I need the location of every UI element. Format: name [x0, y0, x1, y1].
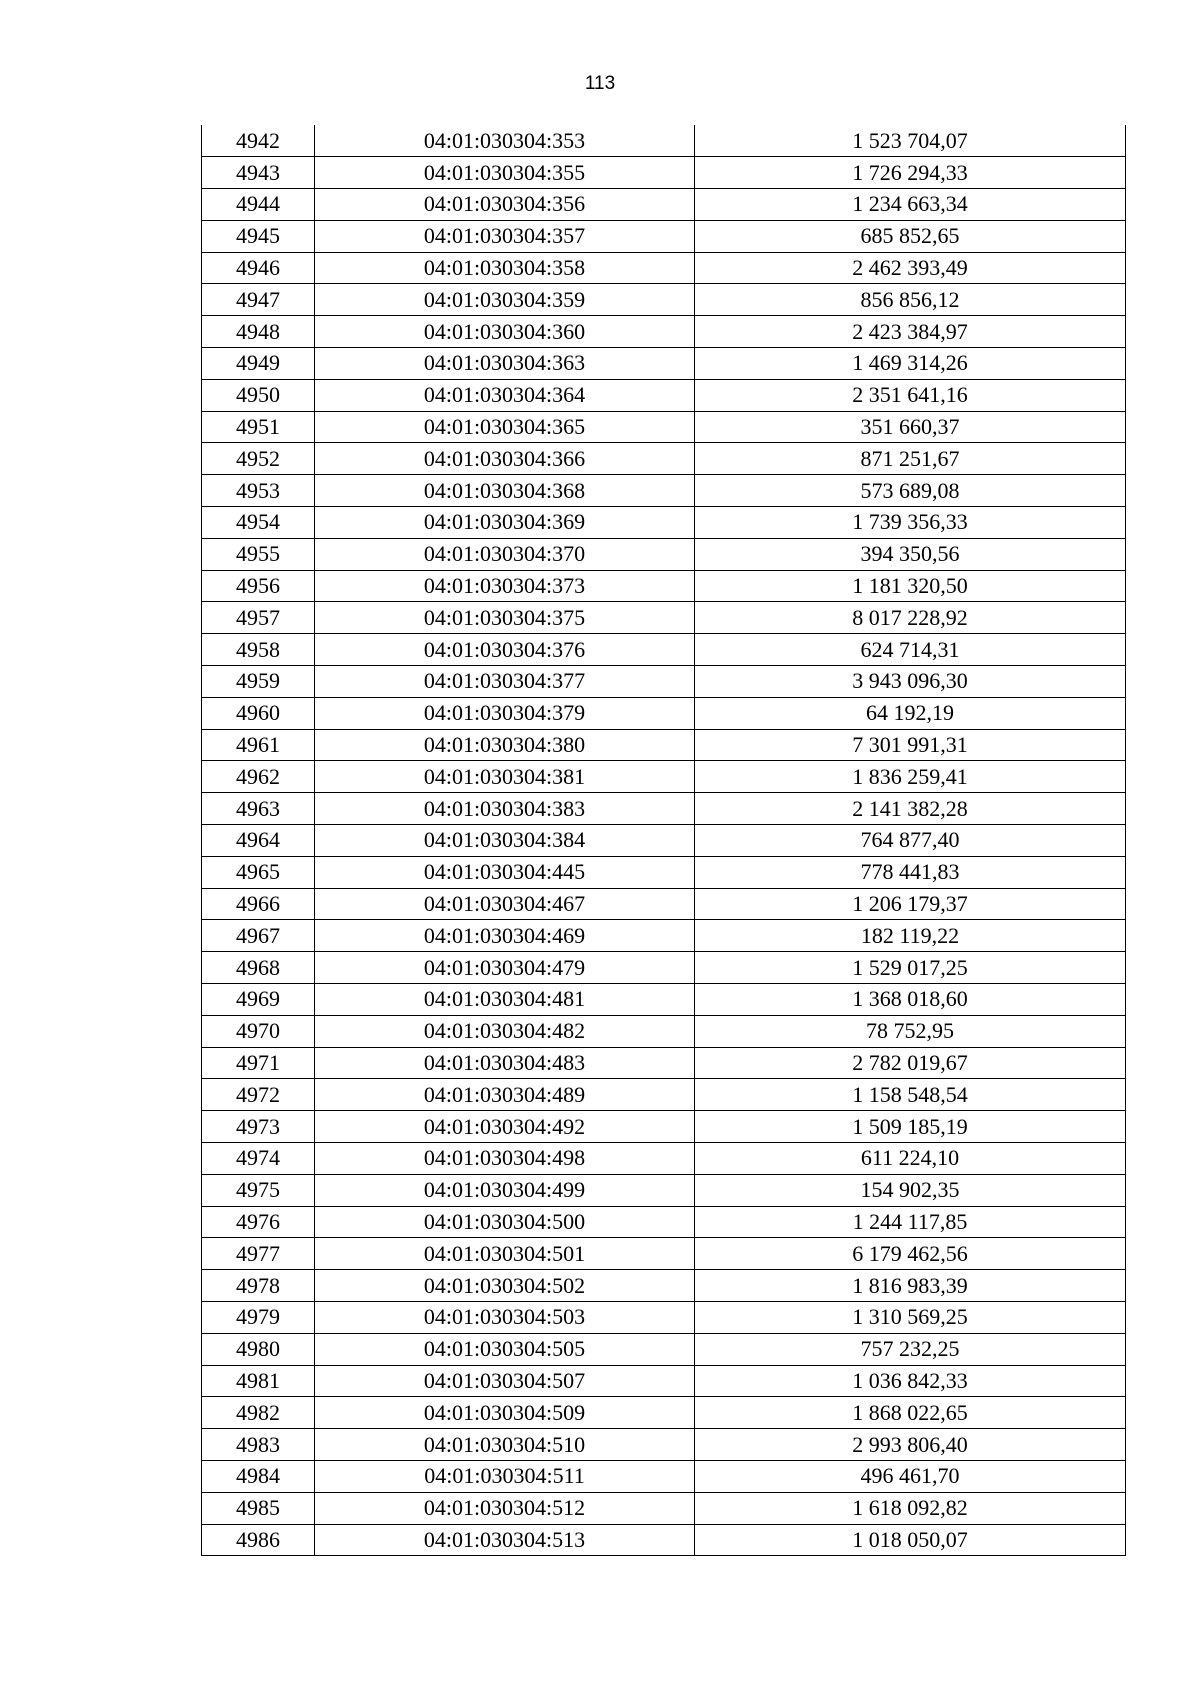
- row-number-cell: 4986: [202, 1524, 315, 1556]
- table-row: [202, 1174, 1126, 1206]
- cadastral-number-cell: 04:01:030304:510: [315, 1429, 695, 1461]
- table-row: [202, 761, 1126, 793]
- cadastral-value-cell: 1 816 983,39: [695, 1270, 1126, 1302]
- cadastral-value-cell: 1 868 022,65: [695, 1397, 1126, 1429]
- table-row: [202, 1238, 1126, 1270]
- cadastral-number-cell: 04:01:030304:356: [315, 189, 695, 221]
- cadastral-number-cell: 04:01:030304:360: [315, 316, 695, 348]
- cadastral-value-cell: 1 836 259,41: [695, 761, 1126, 793]
- table-row: [202, 1015, 1126, 1047]
- row-number-cell: 4958: [202, 634, 315, 666]
- cadastral-value-cell: 6 179 462,56: [695, 1238, 1126, 1270]
- row-number-cell: 4945: [202, 220, 315, 252]
- table-row: [202, 1206, 1126, 1238]
- table-row: [202, 666, 1126, 698]
- cadastral-number-cell: 04:01:030304:379: [315, 697, 695, 729]
- cadastral-number-cell: 04:01:030304:500: [315, 1206, 695, 1238]
- row-number-cell: 4944: [202, 189, 315, 221]
- cadastral-value-cell: 1 036 842,33: [695, 1365, 1126, 1397]
- cadastral-value-cell: 1 726 294,33: [695, 157, 1126, 189]
- cadastral-value-cell: 1 181 320,50: [695, 570, 1126, 602]
- row-number-cell: 4946: [202, 252, 315, 284]
- table-row: [202, 1111, 1126, 1143]
- cadastral-value-cell: 496 461,70: [695, 1460, 1126, 1492]
- cadastral-number-cell: 04:01:030304:370: [315, 538, 695, 570]
- cadastral-number-cell: 04:01:030304:358: [315, 252, 695, 284]
- cadastral-value-cell: 856 856,12: [695, 284, 1126, 316]
- table-row: [202, 570, 1126, 602]
- cadastral-number-cell: 04:01:030304:499: [315, 1174, 695, 1206]
- cadastral-value-cell: 1 469 314,26: [695, 348, 1126, 380]
- cadastral-value-cell: 1 529 017,25: [695, 952, 1126, 984]
- cadastral-number-cell: 04:01:030304:368: [315, 475, 695, 507]
- row-number-cell: 4984: [202, 1460, 315, 1492]
- row-number-cell: 4971: [202, 1047, 315, 1079]
- cadastral-number-cell: 04:01:030304:364: [315, 379, 695, 411]
- row-number-cell: 4967: [202, 920, 315, 952]
- table-row: [202, 475, 1126, 507]
- row-number-cell: 4972: [202, 1079, 315, 1111]
- row-number-cell: 4965: [202, 856, 315, 888]
- row-number-cell: 4974: [202, 1143, 315, 1175]
- row-number-cell: 4964: [202, 825, 315, 857]
- table-row: [202, 252, 1126, 284]
- row-number-cell: 4959: [202, 666, 315, 698]
- cadastral-value-cell: 573 689,08: [695, 475, 1126, 507]
- cadastral-value-cell: 871 251,67: [695, 443, 1126, 475]
- row-number-cell: 4957: [202, 602, 315, 634]
- cadastral-number-cell: 04:01:030304:482: [315, 1015, 695, 1047]
- table-row: [202, 984, 1126, 1016]
- cadastral-number-cell: 04:01:030304:376: [315, 634, 695, 666]
- cadastral-value-cell: 64 192,19: [695, 697, 1126, 729]
- table-row: [202, 348, 1126, 380]
- cadastral-number-cell: 04:01:030304:353: [315, 125, 695, 157]
- table-row: [202, 856, 1126, 888]
- row-number-cell: 4980: [202, 1333, 315, 1365]
- table-row: [202, 443, 1126, 475]
- table-row: [202, 793, 1126, 825]
- cadastral-value-cell: 1 310 569,25: [695, 1301, 1126, 1333]
- cadastral-number-cell: 04:01:030304:369: [315, 507, 695, 539]
- cadastral-number-cell: 04:01:030304:380: [315, 729, 695, 761]
- row-number-cell: 4952: [202, 443, 315, 475]
- row-number-cell: 4953: [202, 475, 315, 507]
- cadastral-number-cell: 04:01:030304:501: [315, 1238, 695, 1270]
- row-number-cell: 4966: [202, 888, 315, 920]
- cadastral-value-cell: 2 462 393,49: [695, 252, 1126, 284]
- cadastral-value-cell: 351 660,37: [695, 411, 1126, 443]
- table-row: [202, 697, 1126, 729]
- row-number-cell: 4969: [202, 984, 315, 1016]
- cadastral-value-cell: 8 017 228,92: [695, 602, 1126, 634]
- table-row: [202, 538, 1126, 570]
- table-row: [202, 1365, 1126, 1397]
- row-number-cell: 4951: [202, 411, 315, 443]
- cadastral-value-cell: 394 350,56: [695, 538, 1126, 570]
- table-row: [202, 284, 1126, 316]
- cadastral-number-cell: 04:01:030304:509: [315, 1397, 695, 1429]
- table-row: [202, 1460, 1126, 1492]
- cadastral-value-cell: 2 782 019,67: [695, 1047, 1126, 1079]
- cadastral-number-cell: 04:01:030304:355: [315, 157, 695, 189]
- row-number-cell: 4949: [202, 348, 315, 380]
- cadastral-number-cell: 04:01:030304:373: [315, 570, 695, 602]
- row-number-cell: 4961: [202, 729, 315, 761]
- cadastral-number-cell: 04:01:030304:512: [315, 1492, 695, 1524]
- table-row: [202, 1524, 1126, 1556]
- row-number-cell: 4976: [202, 1206, 315, 1238]
- cadastral-number-cell: 04:01:030304:483: [315, 1047, 695, 1079]
- cadastral-number-cell: 04:01:030304:469: [315, 920, 695, 952]
- cadastral-value-cell: 1 206 179,37: [695, 888, 1126, 920]
- row-number-cell: 4962: [202, 761, 315, 793]
- row-number-cell: 4973: [202, 1111, 315, 1143]
- row-number-cell: 4968: [202, 952, 315, 984]
- table-row: [202, 1333, 1126, 1365]
- cadastral-number-cell: 04:01:030304:377: [315, 666, 695, 698]
- cadastral-number-cell: 04:01:030304:365: [315, 411, 695, 443]
- row-number-cell: 4948: [202, 316, 315, 348]
- row-number-cell: 4942: [202, 125, 315, 157]
- table-row: [202, 729, 1126, 761]
- cadastral-value-cell: 3 943 096,30: [695, 666, 1126, 698]
- row-number-cell: 4954: [202, 507, 315, 539]
- cadastral-number-cell: 04:01:030304:507: [315, 1365, 695, 1397]
- row-number-cell: 4983: [202, 1429, 315, 1461]
- cadastral-value-cell: 2 423 384,97: [695, 316, 1126, 348]
- cadastral-number-cell: 04:01:030304:467: [315, 888, 695, 920]
- cadastral-number-cell: 04:01:030304:381: [315, 761, 695, 793]
- row-number-cell: 4956: [202, 570, 315, 602]
- table-row: [202, 952, 1126, 984]
- cadastral-value-cell: 778 441,83: [695, 856, 1126, 888]
- cadastral-value-cell: 624 714,31: [695, 634, 1126, 666]
- table-row: [202, 1270, 1126, 1302]
- cadastral-number-cell: 04:01:030304:359: [315, 284, 695, 316]
- table-row: [202, 1397, 1126, 1429]
- cadastral-number-cell: 04:01:030304:503: [315, 1301, 695, 1333]
- cadastral-number-cell: 04:01:030304:502: [315, 1270, 695, 1302]
- row-number-cell: 4977: [202, 1238, 315, 1270]
- cadastral-number-cell: 04:01:030304:513: [315, 1524, 695, 1556]
- cadastral-value-cell: 764 877,40: [695, 825, 1126, 857]
- row-number-cell: 4963: [202, 793, 315, 825]
- cadastral-number-cell: 04:01:030304:384: [315, 825, 695, 857]
- table-row: [202, 920, 1126, 952]
- cadastral-number-cell: 04:01:030304:481: [315, 984, 695, 1016]
- cadastral-value-cell: 154 902,35: [695, 1174, 1126, 1206]
- cadastral-number-cell: 04:01:030304:366: [315, 443, 695, 475]
- cadastral-number-cell: 04:01:030304:489: [315, 1079, 695, 1111]
- cadastral-number-cell: 04:01:030304:363: [315, 348, 695, 380]
- cadastral-number-cell: 04:01:030304:479: [315, 952, 695, 984]
- cadastral-value-cell: 2 351 641,16: [695, 379, 1126, 411]
- row-number-cell: 4943: [202, 157, 315, 189]
- table-row: [202, 634, 1126, 666]
- table-row: [202, 1492, 1126, 1524]
- cadastral-value-cell: 1 509 185,19: [695, 1111, 1126, 1143]
- cadastral-value-cell: 1 234 663,34: [695, 189, 1126, 221]
- cadastral-value-cell: 611 224,10: [695, 1143, 1126, 1175]
- table-row: [202, 1079, 1126, 1111]
- row-number-cell: 4981: [202, 1365, 315, 1397]
- row-number-cell: 4947: [202, 284, 315, 316]
- cadastral-value-cell: 1 739 356,33: [695, 507, 1126, 539]
- table-row: [202, 1143, 1126, 1175]
- cadastral-value-cell: 1 523 704,07: [695, 125, 1126, 157]
- table-row: [202, 379, 1126, 411]
- row-number-cell: 4979: [202, 1301, 315, 1333]
- row-number-cell: 4978: [202, 1270, 315, 1302]
- table-row: [202, 825, 1126, 857]
- table-row: [202, 316, 1126, 348]
- cadastral-value-cell: 1 158 548,54: [695, 1079, 1126, 1111]
- cadastral-value-cell: 1 368 018,60: [695, 984, 1126, 1016]
- cadastral-number-cell: 04:01:030304:511: [315, 1460, 695, 1492]
- cadastral-value-cell: 757 232,25: [695, 1333, 1126, 1365]
- cadastral-value-cell: 78 752,95: [695, 1015, 1126, 1047]
- table-row: [202, 125, 1126, 157]
- table-row: [202, 1047, 1126, 1079]
- row-number-cell: 4982: [202, 1397, 315, 1429]
- cadastral-number-cell: 04:01:030304:498: [315, 1143, 695, 1175]
- row-number-cell: 4950: [202, 379, 315, 411]
- table-row: [202, 1429, 1126, 1461]
- table-row: [202, 602, 1126, 634]
- table-body: [202, 125, 1126, 1556]
- cadastral-value-cell: 685 852,65: [695, 220, 1126, 252]
- row-number-cell: 4975: [202, 1174, 315, 1206]
- row-number-cell: 4970: [202, 1015, 315, 1047]
- cadastral-number-cell: 04:01:030304:383: [315, 793, 695, 825]
- cadastral-value-cell: 2 141 382,28: [695, 793, 1126, 825]
- cadastral-number-cell: 04:01:030304:492: [315, 1111, 695, 1143]
- cadastral-value-cell: 182 119,22: [695, 920, 1126, 952]
- table-row: [202, 1301, 1126, 1333]
- table-row: [202, 507, 1126, 539]
- cadastral-number-cell: 04:01:030304:375: [315, 602, 695, 634]
- cadastral-value-cell: 2 993 806,40: [695, 1429, 1126, 1461]
- row-number-cell: 4960: [202, 697, 315, 729]
- table-row: [202, 189, 1126, 221]
- row-number-cell: 4985: [202, 1492, 315, 1524]
- cadastral-number-cell: 04:01:030304:445: [315, 856, 695, 888]
- page-number: 113: [584, 73, 616, 94]
- table-row: [202, 157, 1126, 189]
- table-row: [202, 220, 1126, 252]
- cadastral-number-cell: 04:01:030304:357: [315, 220, 695, 252]
- cadastral-value-table: [201, 125, 1126, 1556]
- table-row: [202, 411, 1126, 443]
- table-row: [202, 888, 1126, 920]
- cadastral-value-cell: 1 244 117,85: [695, 1206, 1126, 1238]
- cadastral-value-cell: 1 018 050,07: [695, 1524, 1126, 1556]
- cadastral-value-cell: 1 618 092,82: [695, 1492, 1126, 1524]
- row-number-cell: 4955: [202, 538, 315, 570]
- cadastral-number-cell: 04:01:030304:505: [315, 1333, 695, 1365]
- cadastral-value-cell: 7 301 991,31: [695, 729, 1126, 761]
